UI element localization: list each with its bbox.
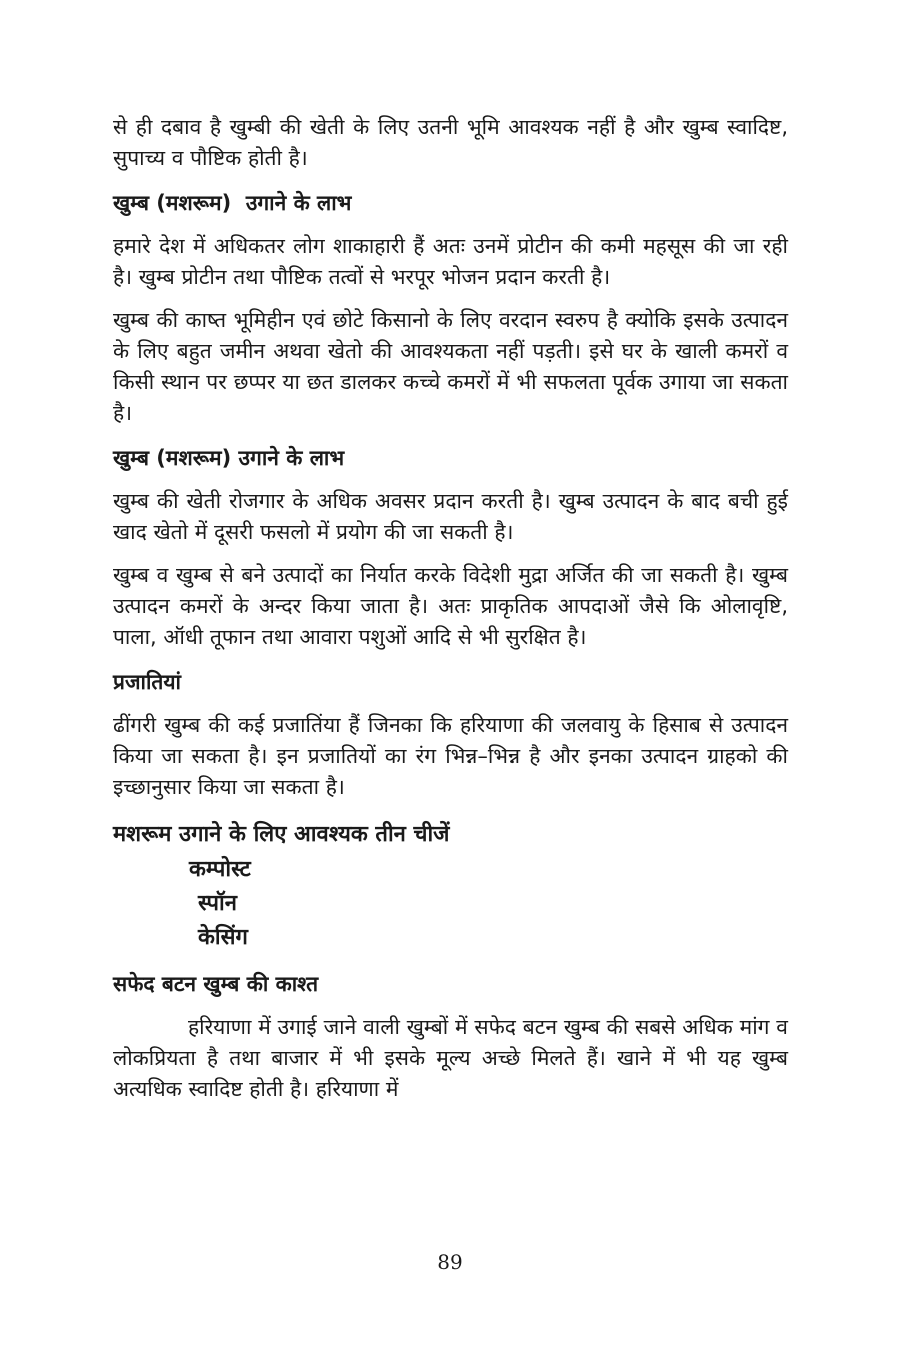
paragraph-white-button: हरियाणा में उगाई जाने वाली खुम्बों में सफेद बटन खुम्ब की सबसे अधिक मांग व लोकप्रियता है तथा बाजार में भी इसके मूल्य अच्छे मिलते हैं। खाने में भी यह खुम्ब अत्यधिक स्वादिष्ट होती है। हरियाणा में [113, 1015, 788, 1101]
heading-benefits-2: खुम्ब (मशरूम) उगाने के लाभ [113, 446, 345, 470]
list-item-compost: कम्पोस्ट [189, 857, 251, 882]
list-item-spawn: स्पॉन [198, 891, 237, 916]
heading-three-essentials: मशरूम उगाने के लिए आवश्यक तीन चीजें [113, 822, 450, 847]
heading-varieties: प्रजातियां [113, 670, 181, 694]
paragraph-employment: खुम्ब की खेती रोजगार के अधिक अवसर प्रदान करती है। खुम्ब उत्पादन के बाद बची हुई खाद खेतो में दूसरी फसलो में प्रयोग की जा सकती है। [113, 489, 788, 544]
heading-white-button: सफेद बटन खुम्ब की काश्त [113, 972, 319, 996]
essentials-list [113, 853, 788, 955]
page-number: 89 [437, 1250, 463, 1274]
list-item-casing: केसिंग [198, 925, 248, 950]
heading-benefits-1: खुम्ब (मशरूम) उगाने के लाभ [113, 191, 352, 215]
paragraph-dhingri: ढींगरी खुम्ब की कई प्रजातिंया हैं जिनका कि हरियाणा की जलवायु के हिसाब से उत्पादन किया जा सकता है। इन प्रजातियों का रंग भिन्न–भिन्न है और इनका उत्पादन ग्राहको की इच्छानुसार किया जा सकता है। [113, 713, 788, 799]
paragraph-intro: से ही दबाव है खुम्बी की खेती के लिए उतनी भूमि आवश्यक नहीं है और खुम्ब स्वादिष्ट, सुपाच्य व पौष्टिक होती है। [113, 115, 788, 170]
paragraph-export: खुम्ब व खुम्ब से बने उत्पादों का निर्यात करके विदेशी मुद्रा अर्जित की जा सकती है। खुम्ब उत्पादन कमरों के अन्दर किया जाता है। अतः प्राकृतिक आपदाओं जैसे कि ओलावृष्टि, पाला, ऑधी तूफान तथा आवारा पशुओं आदि से भी सुरक्षित है। [113, 563, 788, 649]
paragraph-landless-farmers: खुम्ब की काष्त भूमिहीन एवं छोटे किसानो के लिए वरदान स्वरुप है क्योकि इसके उत्पादन के लिए बहुत जमीन अथवा खेतो की आवश्यकता नहीं पड़ती। इसे घर के खाली कमरों व किसी स्थान पर छप्पर या छत डालकर कच्चे कमरों में भी सफलता पूर्वक उगाया जा सकता है। [113, 308, 788, 425]
paragraph-protein: हमारे देश में अधिकतर लोग शाकाहारी हैं अतः उनमें प्रोटीन की कमी महसूस की जा रही है। खुम्ब प्रोटीन तथा पौष्टिक तत्वों से भरपूर भोजन प्रदान करती है। [113, 234, 788, 289]
page-content [113, 112, 788, 1117]
